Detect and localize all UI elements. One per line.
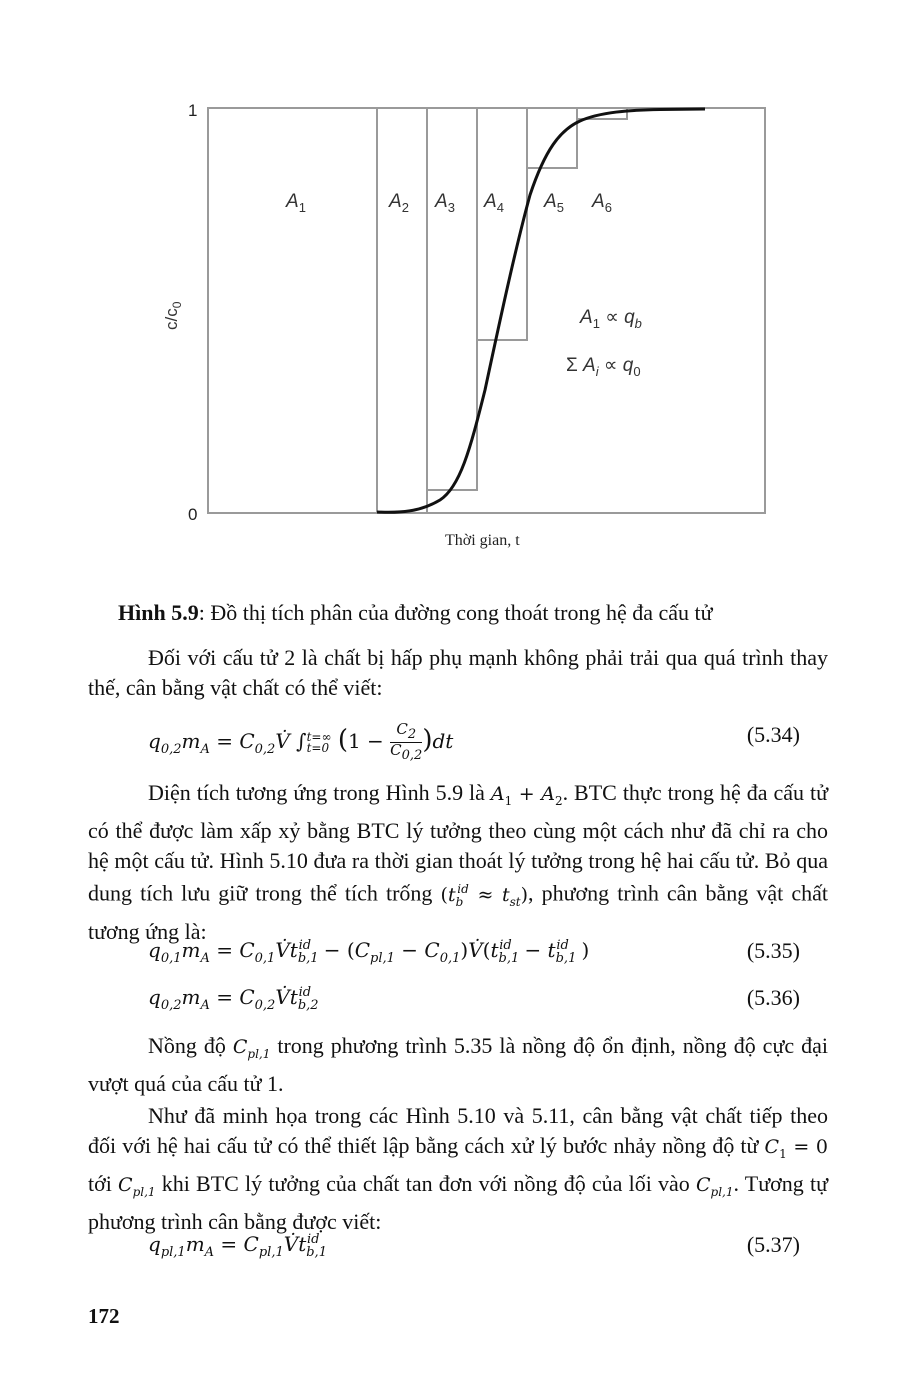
paragraph-1: Đối với cấu tử 2 là chất bị hấp phụ mạnh không phải trải qua quá trình thay thế, cân bằng vật chất có thể viết: [88, 645, 828, 700]
annotations [566, 307, 642, 379]
paragraph-2 [88, 778, 828, 946]
area-label-a2: $A_2$ [389, 191, 409, 215]
paragraph-4-text-a: Như đã minh họa trong các Hình 5.10 và 5.11, cân bằng vật chất tiếp theo đối với hệ hai cấu tử có thể thiết lập bằng cách xử lý bước nhảy nồng độ từ [88, 1103, 828, 1158]
equation-5-34 [148, 720, 800, 763]
area-labels [285, 191, 612, 215]
paragraph-4-text-c: khi BTC lý tưởng của chất tan đơn với nồng độ của lối vào [155, 1170, 696, 1196]
equation-number: (5.35) [746, 938, 800, 963]
math-a1-plus-a2: $A_1 + A_2$ [490, 783, 563, 808]
paragraph-3-text-b: trong phương trình 5.35 là nồng độ ổn định, nồng độ cực đại vượt quá của cấu tử 1. [88, 1033, 828, 1097]
equation-5-36 [148, 985, 800, 1019]
math-cpl1: $C_{pl,1}$ [232, 1036, 271, 1061]
figure-caption [118, 600, 713, 626]
figure-5-9 [0, 0, 916, 570]
paragraph-4-text-d: . Tương tự phương trình cân bằng được viết: [88, 1170, 828, 1235]
equation-5-37 [148, 1232, 800, 1266]
equation-number: (5.36) [746, 985, 800, 1010]
area-label-a3: $A_3$ [435, 191, 455, 215]
paragraph-4 [88, 1101, 828, 1237]
y-axis-label: $c/c_0$ [162, 301, 184, 330]
math-c1-eq-0: $C_1 = 0$ [764, 1135, 828, 1161]
math-cpl1: $C_{pl,1}$ [118, 1173, 156, 1199]
paragraph-4-text-b: tới [88, 1170, 119, 1196]
y-tick-0: 0 [188, 505, 198, 524]
math-cpl1: $C_{pl,1}$ [695, 1173, 734, 1199]
math-tb-approx-tst: $(t_b^{id} \approx t_{st})$ [440, 882, 529, 909]
area-label-a5: $A_5$ [544, 191, 564, 215]
y-tick-1: 1 [188, 101, 198, 120]
annotation-sum-ai-q0: Σ $A_i \propto q_0$ [566, 355, 641, 379]
plot-frame [208, 108, 765, 513]
area-label-a1: $A_1$ [286, 191, 306, 215]
equation-5-34-body: $q_{0,2}m_A$ = $C_{0,2}V̇$ ∫ t=∞ t=0 (1 − $\frac{C_2}{C_{0,2}}$ )dt [148, 720, 454, 763]
equation-5-36-body: $q_{0,2}m_A$ = $C_{0,2}V̇t_{b,2}^{id}$ [148, 985, 319, 1013]
equation-5-37-body: $q_{pl,1}m_A$ = $C_{pl,1}V̇t_{b,1}^{id}$ [148, 1232, 327, 1260]
equation-5-35-body: $q_{0,1}m_A$ = $C_{0,1}V̇t_{b,1}^{id} - (C_{pl,1}$ − $C_{0,1})V̇(t_{b,1}^{id} - t_{b,1}^{id}$ ) [148, 938, 590, 966]
area-label-a4: $A_4$ [484, 191, 504, 215]
annotation-a1-qb: $A_1 \propto q_b$ [580, 307, 642, 331]
page-number: 172 [88, 1304, 120, 1328]
paragraph-3 [88, 1031, 828, 1099]
equation-number: (5.34) [746, 722, 800, 747]
area-label-a6: $A_6$ [592, 191, 612, 215]
paragraph-2-text-c: , phương trình cân bằng vật chất tương ứng là: [88, 880, 828, 944]
caption-text: : Đồ thị tích phân của đường cong thoát trong hệ đa cấu tử [198, 600, 713, 625]
caption-label: Hình 5.9 [118, 600, 199, 625]
equation-number: (5.37) [746, 1232, 800, 1257]
paragraph-2-text-a: Diện tích tương ứng trong Hình 5.9 là [148, 780, 491, 805]
x-axis-label: Thời gian, t [445, 532, 520, 549]
equation-5-35 [148, 938, 800, 972]
breakthrough-chart [0, 0, 916, 570]
paragraph-3-text-a: Nồng độ [148, 1033, 233, 1058]
paragraph-2-text-b: . BTC thực trong hệ đa cấu tử có thể được làm xấp xỷ bằng BTC lý tưởng theo cùng một cách như đã chỉ ra cho hệ một cấu tử. Hình 5.10 đưa ra thời gian thoát lý tưởng trong hệ hai cấu tử. Bỏ qua dung tích lưu giữ trong thể tích trống [88, 780, 828, 906]
